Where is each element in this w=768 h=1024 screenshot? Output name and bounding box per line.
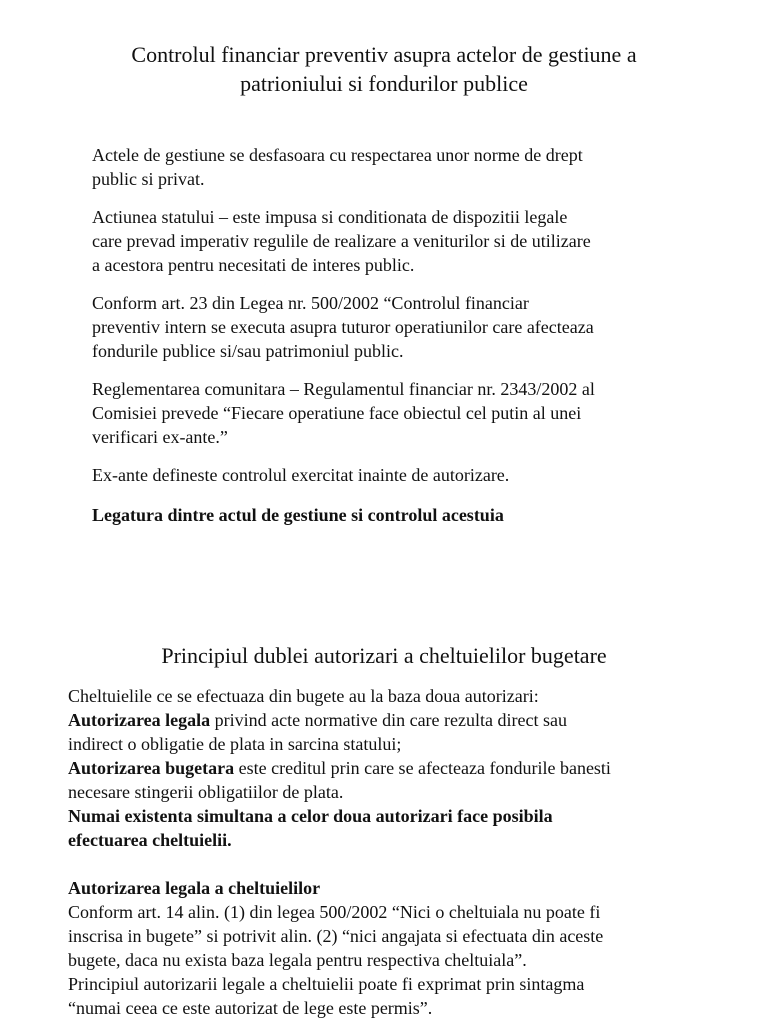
slide1-title-line-1: Controlul financiar preventiv asupra actelor de gestiune a [131,42,637,67]
text-line: preventiv intern se executa asupra tuturor operatiunilor care afecteaza [92,317,594,337]
paragraph-conform-art-23 [92,291,732,363]
text-line: Conform art. 23 din Legea nr. 500/2002 “Controlul financiar [92,293,529,313]
slide1-title-text [40,40,728,98]
text-line: Principiul autorizarii legale a cheltuielii poate fi exprimat prin sintagma [68,974,585,994]
slide1-title-line-2: patrioniului si fondurilor publice [240,71,528,96]
bold-statement-line-2: efectuarea cheltuielii. [68,830,232,850]
bold-statement-line-1: Numai existenta simultana a celor doua autorizari face posibila [68,806,553,826]
slide2-body [68,684,758,1020]
text-line: care prevad imperativ regulile de realizare a veniturilor si de utilizare [92,231,591,251]
subheading-autorizarea-legala: Autorizarea legala a cheltuielilor [68,878,321,898]
paragraph-reglementarea-comunitara [92,377,732,449]
text-line: “numai ceea ce este autorizat de lege este permis”. [68,998,433,1018]
text-line: indirect o obligatie de plata in sarcina statului; [68,734,402,754]
text-line: Cheltuielile ce se efectuaza din bugete au la baza doua autorizari: [68,686,539,706]
text-line: Reglementarea comunitara – Regulamentul financiar nr. 2343/2002 al [92,379,595,399]
text-line: verificari ex-ante.” [92,427,228,447]
term-autorizarea-bugetara: Autorizarea bugetara [68,758,235,778]
text-line: public si privat. [92,169,205,189]
text-line: inscrisa in bugete” si potrivit alin. (2) “nici angajata si efectuata din aceste [68,926,604,946]
slide2-title: Principiul dublei autorizari a cheltuielilor bugetare [161,643,607,668]
bold-heading-legatura: Legatura dintre actul de gestiune si controlul acestuia [92,505,504,525]
paragraph-ex-ante [92,463,732,487]
term-autorizarea-legala: Autorizarea legala [68,710,211,730]
text-line: fondurile publice si/sau patrimoniul public. [92,341,404,361]
text-line: Actele de gestiune se desfasoara cu respectarea unor norme de drept [92,145,583,165]
text-line: bugete, daca nu exista baza legala pentru respectiva cheltuiala”. [68,950,527,970]
text-line: a acestora pentru necesitati de interes public. [92,255,415,275]
text-line: Ex-ante defineste controlul exercitat inainte de autorizare. [92,465,510,485]
text-line: Actiunea statului – este impusa si conditionata de dispozitii legale [92,207,568,227]
paragraph-acte-gestiune [92,143,732,191]
text-line: necesare stingerii obligatiilor de plata. [68,782,344,802]
text-fragment: privind acte normative din care rezulta direct sau [210,710,567,730]
autorizarea-bugetara-line [68,756,758,780]
spacer [68,852,758,876]
text-line: Conform art. 14 alin. (1) din legea 500/2002 “Nici o cheltuiala nu poate fi [68,902,601,922]
paragraph-actiunea-statului [92,205,732,277]
text-line: Comisiei prevede “Fiecare operatiune face obiectul cel putin al unei [92,403,582,423]
text-fragment: este creditul prin care se afecteaza fondurile banesti [234,758,611,778]
autorizarea-legala-line [68,708,758,732]
